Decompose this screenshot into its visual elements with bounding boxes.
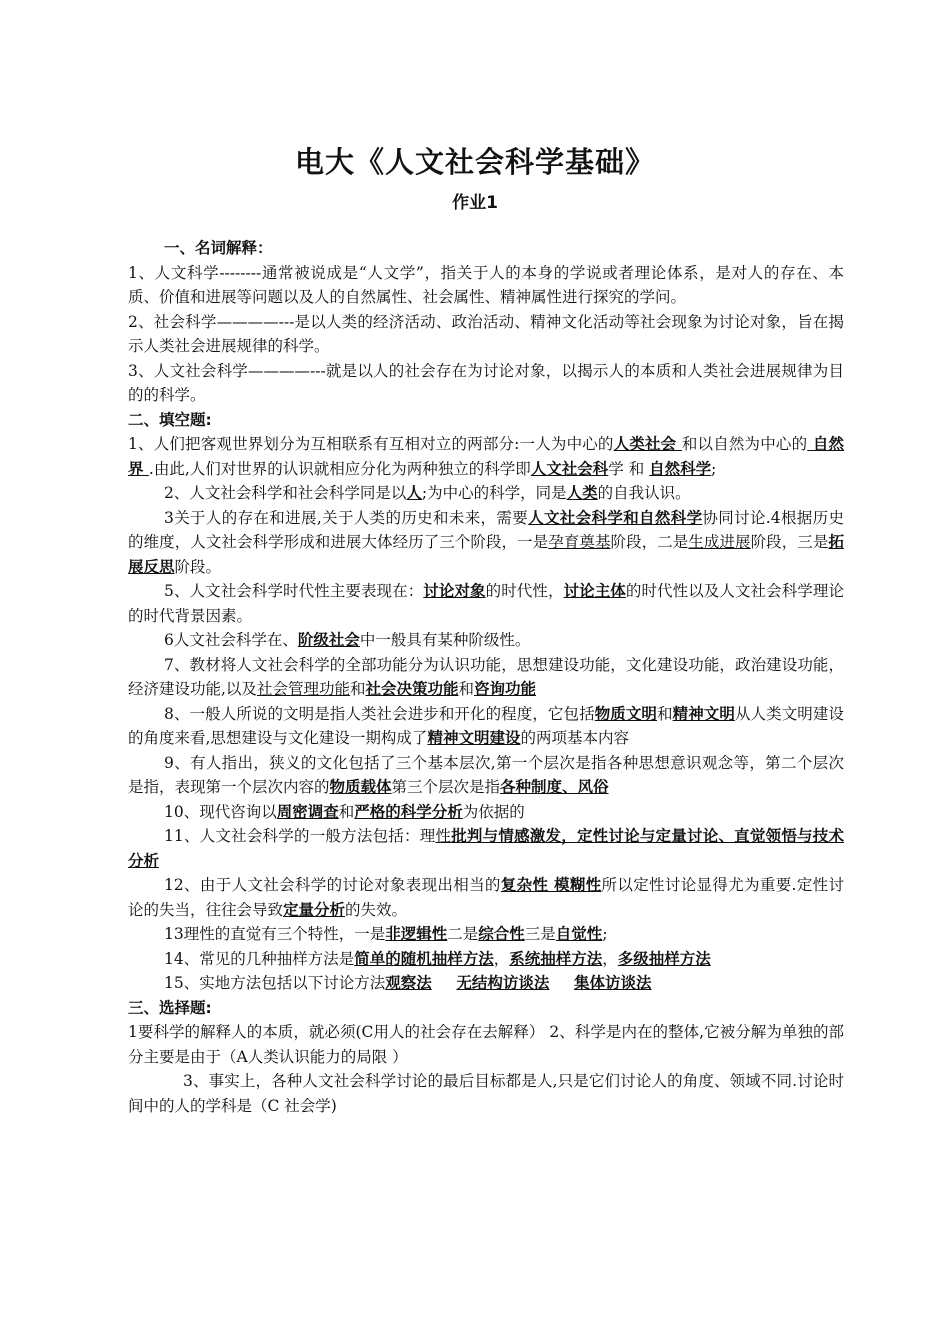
answer: 讨论主体 bbox=[563, 582, 626, 600]
section-heading-fill-blank: 二、填空题: bbox=[128, 410, 212, 429]
section-heading-choice: 三、选择题: bbox=[128, 998, 212, 1017]
answer: 系统抽样方法 bbox=[509, 949, 603, 968]
answer: 人文社会科学和自然科学 bbox=[528, 508, 703, 527]
answer: 自觉性 bbox=[555, 925, 603, 943]
answer: 阶级社会 bbox=[297, 631, 360, 649]
answer: 孕育奠基 bbox=[548, 533, 611, 551]
answer: 精神文明建设 bbox=[427, 729, 521, 747]
answer: 人文社会科 bbox=[530, 459, 609, 478]
section-heading-definitions: 一、名词解释： bbox=[164, 239, 273, 257]
answer: 社会决策功能 bbox=[365, 680, 459, 698]
answer: 集体访谈法 bbox=[574, 974, 652, 992]
answer: 观察法 bbox=[385, 974, 432, 992]
answer: 综合性 bbox=[478, 925, 525, 943]
answer: 简单的随机抽样方法 bbox=[354, 949, 494, 968]
page-subtitle: 作业1 bbox=[452, 193, 498, 213]
answer: 无结构访谈法 bbox=[456, 974, 550, 992]
answer: 人类 bbox=[566, 484, 598, 502]
fill-question-13: 13理性的直觉有三个特性，一是非逻辑性二是综合性三是自觉性; bbox=[164, 925, 608, 943]
answer: 讨论对象 bbox=[423, 582, 486, 600]
answer: 拓展反思 bbox=[128, 533, 844, 576]
answer: 周密调查 bbox=[276, 802, 339, 821]
answer: 物质载体 bbox=[329, 778, 392, 796]
answer: 人类社会 bbox=[613, 435, 682, 453]
choice-paragraph: 1要科学的解释人的本质，就必须(C用人的社会存在去解释） 2、科学是内在的整体,它被分解为单独的部分主要是由于（A人类认识能力的局限 ） bbox=[128, 1023, 844, 1066]
definition-item: 1、人文科学--------通常被说成是“人文学”，指关于人的本身的学说或者理论体系，是对人的存在、本质、价值和进展等问题以及人的自然属性、社会属性、精神属性进行探究的学问。 bbox=[128, 263, 844, 306]
answer: 批判与情感激发，定性讨论与定量讨论、直觉领悟与技术分析 bbox=[128, 827, 844, 870]
answer: 自然科学 bbox=[649, 459, 712, 478]
answer: 社会管理功能 bbox=[256, 680, 350, 698]
answer: 多级抽样方法 bbox=[617, 949, 711, 968]
fill-question-9: 9、有人指出，狭义的文化包括了三个基本层次,第一个层次是指各种思想意识观念等，第二个层次是指，表现第一个层次内容的物质载体第三个层次是指各种制度、风俗 bbox=[128, 753, 844, 796]
fill-question-7: 7、教材将人文社会科学的全部功能分为认识功能，思想建设功能，文化建设功能，政治建设功能，经济建设功能,以及社会管理功能和社会决策功能和咨询功能 bbox=[128, 655, 844, 698]
document-body bbox=[128, 236, 844, 1118]
answer: 精神文明 bbox=[672, 704, 735, 723]
answer: 严格的科学分析 bbox=[354, 802, 463, 821]
fill-question-1: 1、人们把客观世界划分为互相联系有互相对立的两部分:一人为中心的人类社会 和以自然为中心的 自然界 .由此,人们对世界的认识就相应分化为两种独立的科学即人文社会科学 和 自然科学; bbox=[128, 435, 844, 478]
fill-question-6: 6人文社会科学在、阶级社会中一般具有某种阶级性。 bbox=[164, 631, 531, 649]
fill-question-12: 12、由于人文社会科学的讨论对象表现出相当的复杂性 模糊性所以定性讨论显得尤为重要.定性讨论的失当，往往会导致定量分析的失效。 bbox=[128, 876, 844, 919]
answer: 复杂性 模糊性 bbox=[500, 876, 602, 894]
choice-paragraph: 3、事实上，各种人文社会科学讨论的最后目标都是人,只是它们讨论人的角度、领域不同.讨论时间中的人的学科是（C 社会学) bbox=[128, 1072, 844, 1115]
fill-question-5: 5、人文社会科学时代性主要表现在：讨论对象的时代性，讨论主体的时代性以及人文社会科学理论的时代背景因素。 bbox=[128, 582, 844, 625]
page-title: 电大《人文社会科学基础》 bbox=[294, 145, 655, 179]
fill-question-3: 3关于人的存在和进展,关于人类的历史和未来，需要人文社会科学和自然科学协同讨论.4根据历史的维度，人文社会科学形成和进展大体经历了三个阶段，一是孕育奠基阶段，二是生成进展阶段，三是拓展反思阶段。 bbox=[128, 508, 844, 576]
fill-question-14: 14、常见的几种抽样方法是简单的随机抽样方法，系统抽样方法，多级抽样方法 bbox=[164, 949, 711, 968]
answer: 人 bbox=[406, 484, 422, 502]
answer: 非逻辑性 bbox=[385, 925, 448, 943]
fill-question-11: 11、人文社会科学的一般方法包括：理性批判与情感激发，定性讨论与定量讨论、直觉领悟与技术分析 bbox=[128, 827, 844, 870]
answer: 性 bbox=[435, 827, 452, 845]
answer: 咨询功能 bbox=[474, 680, 537, 698]
fill-question-8: 8、一般人所说的文明是指人类社会进步和开化的程度，它包括物质文明和精神文明从人类文明建设的角度来看,思想建设与文化建设一期构成了精神文明建设的两项基本内容 bbox=[128, 704, 844, 747]
definition-item: 2、社会科学————---是以人类的经济活动、政治活动、精神文化活动等社会现象为讨论对象，旨在揭示人类社会进展规律的科学。 bbox=[128, 312, 844, 355]
answer: 物质文明 bbox=[594, 704, 658, 723]
answer: 各种制度、风俗 bbox=[500, 778, 609, 796]
definition-item: 3、人文社会科学————---就是以人的社会存在为讨论对象，以揭示人的本质和人类社会进展规律为目的的科学。 bbox=[128, 361, 844, 404]
answer: 定量分析 bbox=[283, 900, 346, 919]
fill-question-15: 15、实地方法包括以下讨论方法观察法 无结构访谈法 集体访谈法 bbox=[164, 974, 652, 992]
answer: 生成进展 bbox=[688, 533, 751, 551]
fill-question-10: 10、现代咨询以周密调查和严格的科学分析为依据的 bbox=[164, 802, 525, 821]
fill-question-2: 2、人文社会科学和社会科学同是以人;为中心的科学，同是人类的自我认识。 bbox=[164, 484, 691, 502]
answer: 自然界 bbox=[128, 435, 844, 478]
